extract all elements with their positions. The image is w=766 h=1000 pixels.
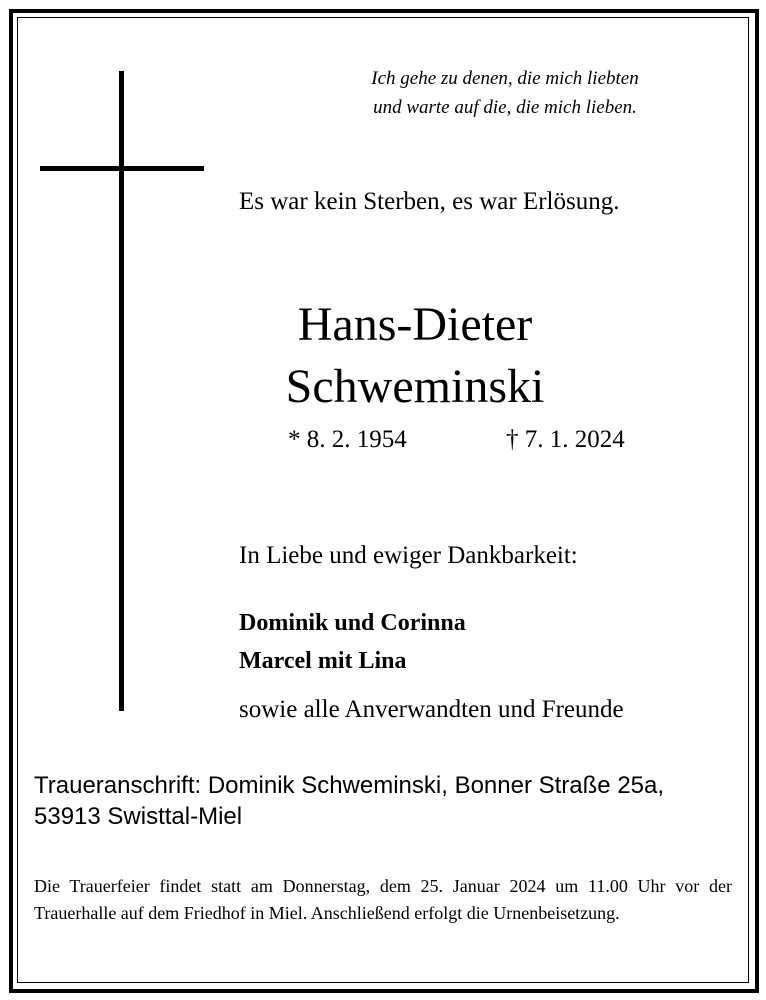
birth-date: * 8. 2. 1954 [288,426,407,453]
mourning-address [34,770,734,832]
deceased-first-name: Hans-Dieter [297,298,533,351]
verse [300,64,710,122]
address-line-1: Traueranschrift: Dominik Schweminski, Bonner Straße 25a, [34,772,665,799]
verse-line-2: und warte auf die, die mich lieben. [373,97,637,118]
motto: Es war kein Sterben, es war Erlösung. [239,188,620,215]
deceased-name [230,294,600,418]
thanks-line: In Liebe und ewiger Dankbarkeit: [239,542,578,569]
address-line-2: 53913 Swisttal-Miel [34,803,243,830]
verse-line-1: Ich gehe zu denen, die mich liebten [371,68,639,89]
mourner-name: Marcel mit Lina [239,648,407,674]
deceased-last-name: Schweminski [285,360,545,413]
cross-icon-horizontal-beam [40,166,204,171]
mourner-name: Dominik und Corinna [239,610,466,636]
death-date: † 7. 1. 2024 [506,426,625,453]
ceremony-info: Die Trauerfeier findet statt am Donnerstag, dem 25. Januar 2024 um 11.00 Uhr vor der Trauerhalle auf dem Friedhof in Miel. Anschließend erfolgt die Urnenbeisetzung. [34,876,732,923]
inner-border [17,17,749,983]
relatives-line: sowie alle Anverwandten und Freunde [239,696,624,723]
